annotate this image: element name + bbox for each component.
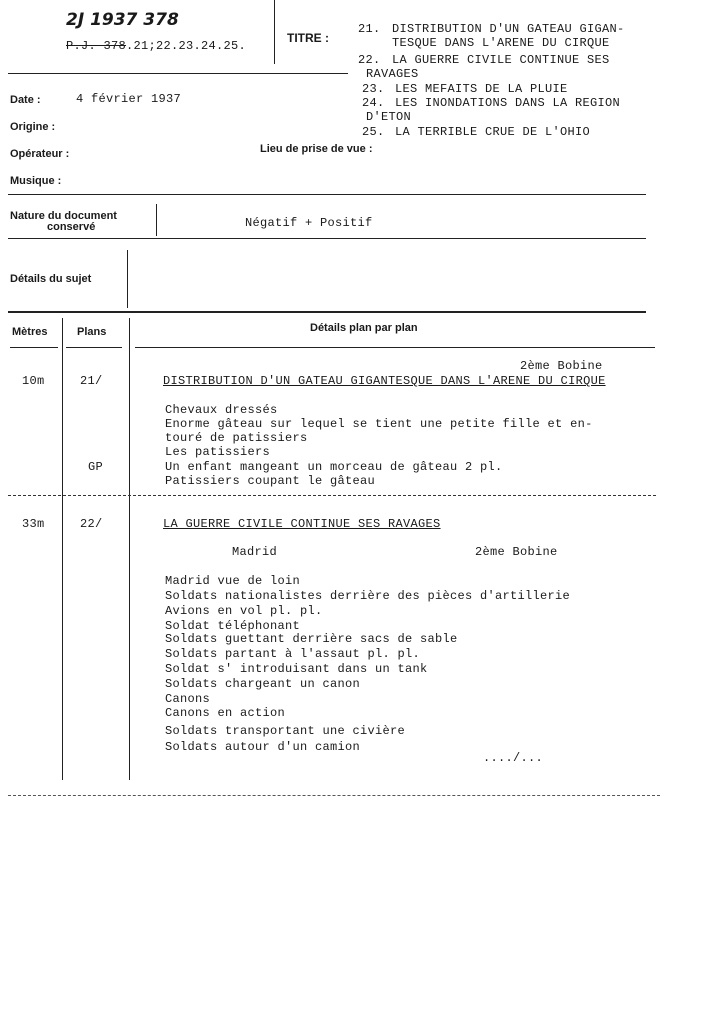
section-21-line: touré de patissiers: [165, 431, 308, 445]
meta-bottom-rule: [8, 194, 646, 195]
section-22-line: Canons: [165, 692, 211, 706]
section-22-line: Soldats nationalistes derrière des pièces d'artillerie: [165, 589, 571, 603]
title-22-line2: RAVAGES: [366, 67, 419, 81]
header-underline-plans: [66, 347, 122, 348]
title-21-num: 21.: [358, 22, 381, 36]
title-23-line1: LES MEFAITS DE LA PLUIE: [395, 82, 568, 96]
section-22-line: Soldats partant à l'assaut pl. pl.: [165, 647, 421, 661]
nature-value: Négatif + Positif: [245, 216, 373, 230]
title-21-line1: DISTRIBUTION D'UN GATEAU GIGAN-: [392, 22, 625, 36]
col-metres-header: Mètres: [12, 326, 48, 338]
nature-bottom-rule: [8, 238, 646, 239]
section-22-location: Madrid: [232, 545, 278, 559]
section-22-line: Soldats guettant derrière sacs de sable: [165, 632, 458, 646]
section-21-plan: 21/: [80, 374, 103, 388]
title-24-line1: LES INONDATIONS DANS LA REGION: [395, 96, 621, 110]
section-separator: [8, 495, 656, 496]
section-22-line: Madrid vue de loin: [165, 574, 301, 588]
details-sujet-divider: [127, 250, 128, 308]
reference-numbers: [66, 39, 246, 53]
col-plans-header: Plans: [77, 326, 107, 338]
title-22-line1: LA GUERRE CIVILE CONTINUE SES: [392, 53, 610, 67]
header-bottom-rule: [8, 73, 348, 74]
section-21-title: DISTRIBUTION D'UN GATEAU GIGANTESQUE DANS L'ARENE DU CIRQUE: [163, 374, 606, 388]
section-21-gp: GP: [88, 460, 104, 474]
titre-label: TITRE :: [287, 31, 329, 45]
section-21-bobine: 2ème Bobine: [520, 359, 603, 373]
column-divider-1: [62, 318, 63, 780]
col-details-header: Détails plan par plan: [310, 322, 418, 334]
struck-reference: P.J. 378: [66, 39, 127, 53]
section-21-line: Les patissiers: [165, 445, 271, 459]
date-value: 4 février 1937: [76, 92, 182, 106]
nature-label-line1: Nature du document: [10, 210, 117, 222]
title-22-num: 22.: [358, 53, 381, 67]
section-22-metres: 33m: [22, 517, 45, 531]
title-21-line2: TESQUE DANS L'ARENE DU CIRQUE: [392, 36, 610, 50]
title-25-line1: LA TERRIBLE CRUE DE L'OHIO: [395, 125, 591, 139]
column-divider-2: [129, 318, 130, 780]
handwritten-reference: 2J 1937 378: [66, 10, 179, 30]
ref-box-right-border: [274, 0, 275, 64]
section-22-bobine: 2ème Bobine: [475, 545, 558, 559]
section-22-title: LA GUERRE CIVILE CONTINUE SES RAVAGES: [163, 517, 441, 531]
title-24-line2: D'ETON: [366, 110, 412, 124]
details-sujet-label: Détails du sujet: [10, 273, 92, 285]
section-22-line: Canons en action: [165, 706, 286, 720]
title-24-num: 24.: [362, 96, 385, 110]
section-21-line: Enorme gâteau sur lequel se tient une petite fille et en-: [165, 417, 593, 431]
title-25-num: 25.: [362, 125, 385, 139]
header-underline-metres: [10, 347, 58, 348]
section-22-line: Soldat s' introduisant dans un tank: [165, 662, 428, 676]
section-22-line: Soldat téléphonant: [165, 619, 301, 633]
origine-label: Origine :: [10, 121, 56, 133]
continued-marker: ..../...: [483, 751, 544, 765]
header-underline-details: [135, 347, 655, 348]
section-21-line: Patissiers coupant le gâteau: [165, 474, 376, 488]
table-top-rule: [8, 311, 646, 313]
page-bottom-rule: [8, 795, 660, 796]
section-22-line: Avions en vol pl. pl.: [165, 604, 323, 618]
section-22-line: Soldats autour d'un camion: [165, 740, 361, 754]
operateur-label: Opérateur :: [10, 148, 70, 160]
musique-label: Musique :: [10, 175, 62, 187]
section-21-line: Chevaux dressés: [165, 403, 278, 417]
nature-divider: [156, 204, 157, 236]
date-label: Date :: [10, 94, 41, 106]
section-21-metres: 10m: [22, 374, 45, 388]
reference-plans: .21;22.23.24.25.: [126, 39, 247, 53]
section-21-line: Un enfant mangeant un morceau de gâteau 2 pl.: [165, 460, 503, 474]
section-22-plan: 22/: [80, 517, 103, 531]
section-22-line: Soldats chargeant un canon: [165, 677, 361, 691]
nature-label-line2: conservé: [47, 221, 96, 233]
title-23-num: 23.: [362, 82, 385, 96]
section-22-line: Soldats transportant une civière: [165, 724, 406, 738]
lieu-label: Lieu de prise de vue :: [260, 143, 373, 155]
